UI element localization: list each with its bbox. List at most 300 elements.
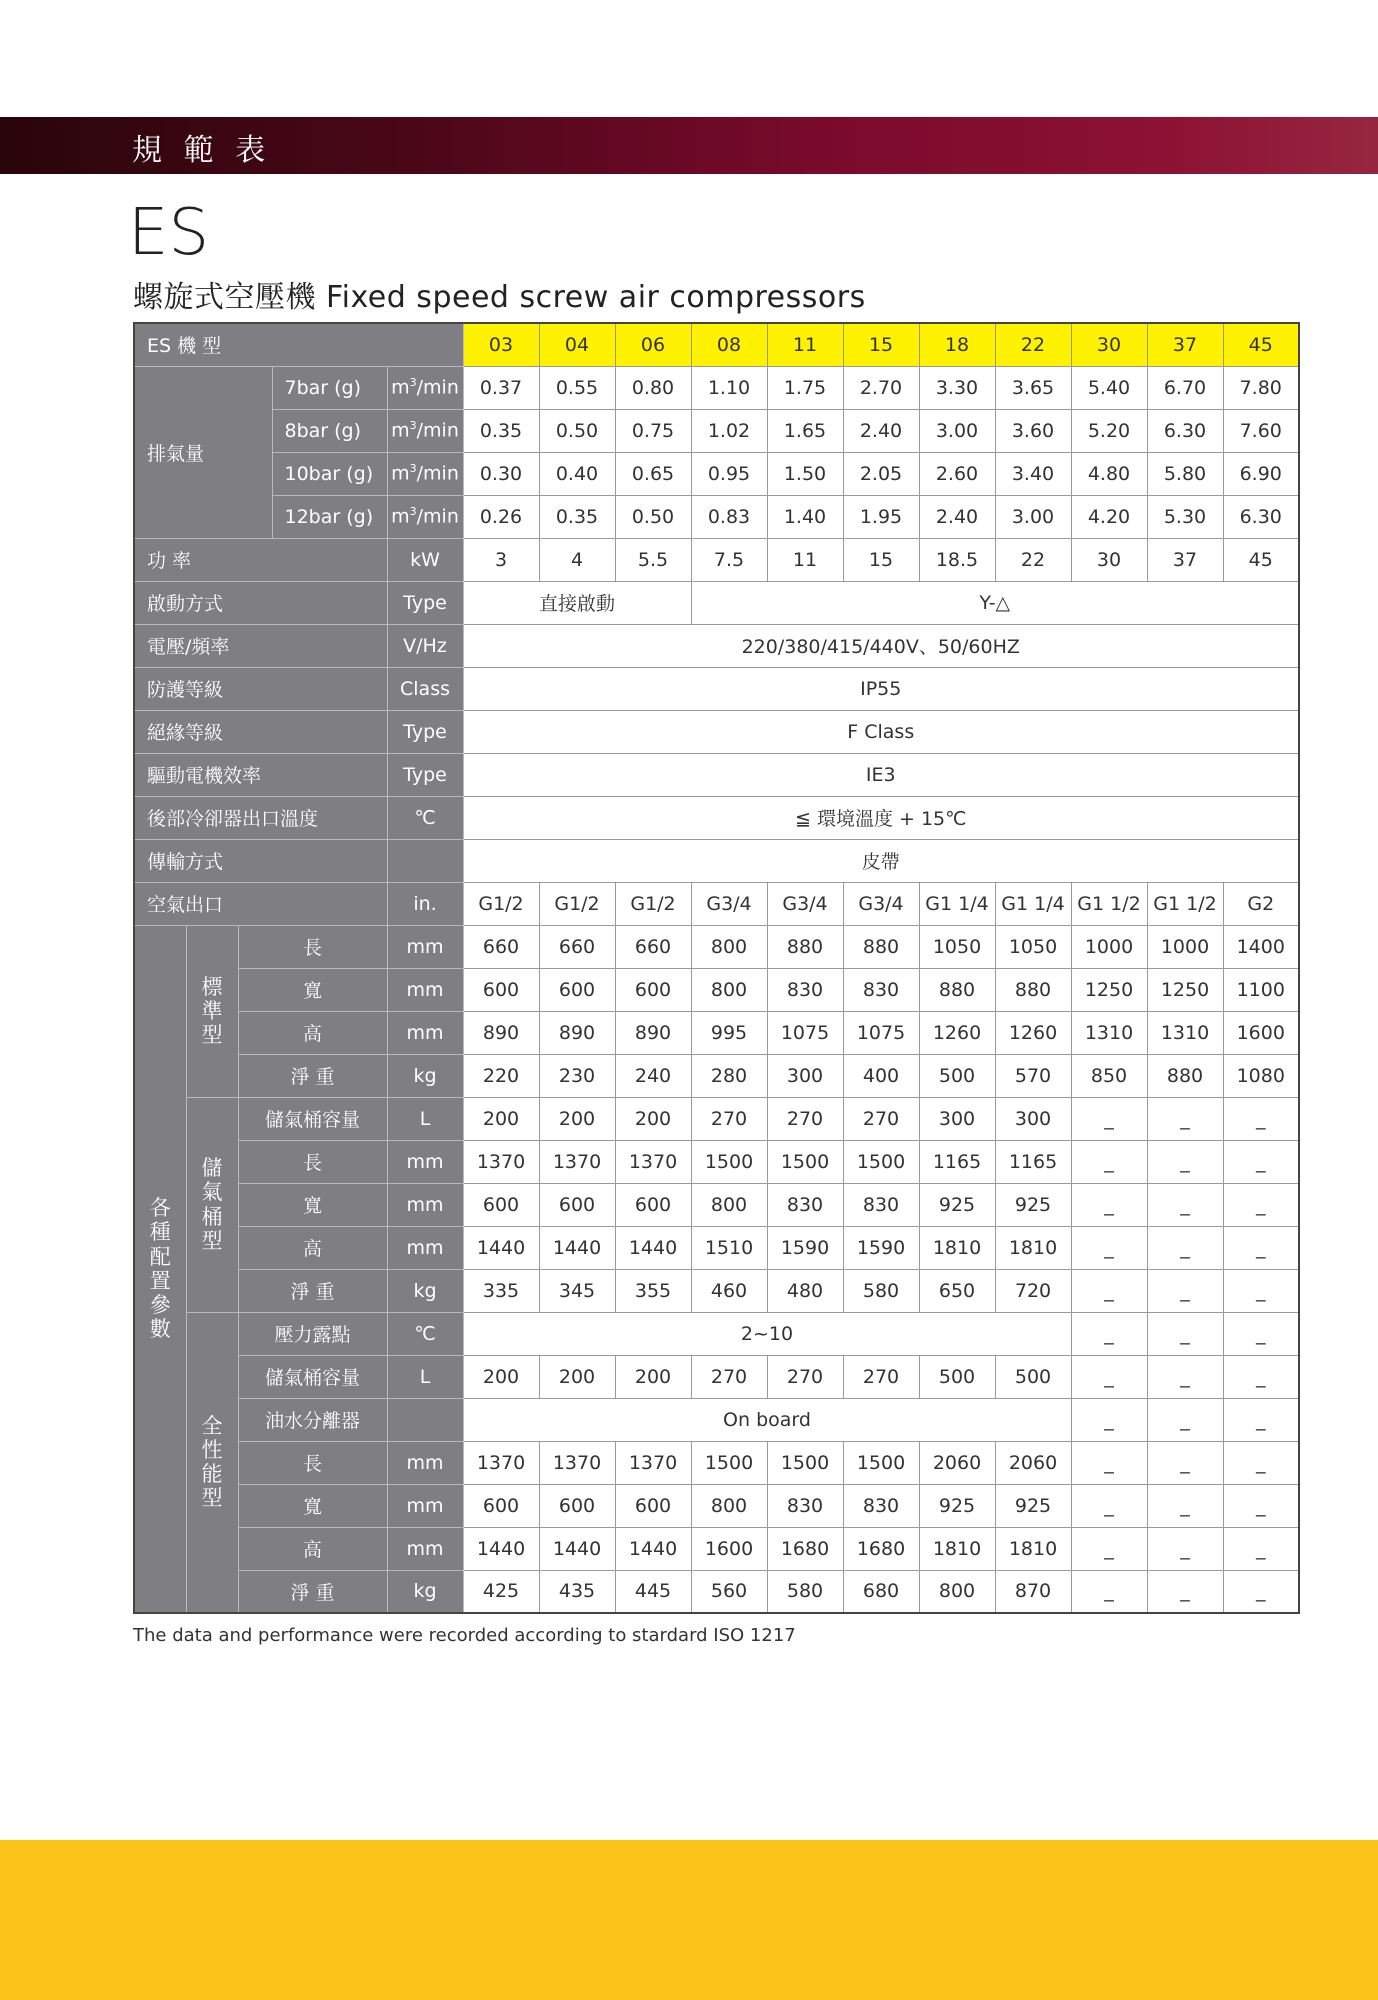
value-cell: 1.95 [843,495,919,538]
value-cell: 3.00 [995,495,1071,538]
value-cell: 1.50 [767,452,843,495]
value-cell: 500 [919,1054,995,1097]
value-cell: 1440 [615,1226,691,1269]
table-row [134,1140,1299,1183]
value-cell: 880 [995,968,1071,1011]
pressure-label: 10bar (g) [272,452,387,495]
value-cell: 1075 [843,1011,919,1054]
table-row [134,882,1299,925]
unit-cell: mm [387,1226,463,1269]
value-cell: 0.65 [615,452,691,495]
value-cell: 3.40 [995,452,1071,495]
value-cell: 830 [767,1484,843,1527]
table-row [134,667,1299,710]
table-row [134,753,1299,796]
value-cell: 800 [691,1183,767,1226]
table-row [134,581,1299,624]
value-cell: 1500 [843,1140,919,1183]
value-cell: 800 [919,1570,995,1613]
dash-cell: _ [1071,1570,1147,1613]
unit-cell [387,1398,463,1441]
value-cell: 435 [539,1570,615,1613]
unit-cell: ℃ [387,1312,463,1355]
value-cell: 1.10 [691,366,767,409]
model-title: ES [128,196,210,270]
value-cell: 1.02 [691,409,767,452]
table-row [134,624,1299,667]
value-cell: 1810 [919,1527,995,1570]
value-cell: 1370 [463,1441,539,1484]
value-cell: G3/4 [767,882,843,925]
value-cell: 1100 [1223,968,1299,1011]
unit-cell: $m^3/\min$ [387,409,463,452]
value-cell: 445 [615,1570,691,1613]
dash-cell: _ [1223,1183,1299,1226]
model-cell: 30 [1071,323,1147,366]
value-cell: 560 [691,1570,767,1613]
dash-cell: _ [1147,1226,1223,1269]
value-cell: 600 [539,1183,615,1226]
value-cell: 830 [843,1484,919,1527]
dash-cell: _ [1071,1183,1147,1226]
value-cell: 600 [539,1484,615,1527]
value-cell: 5.30 [1147,495,1223,538]
value-cell: 200 [615,1097,691,1140]
dash-cell: _ [1223,1441,1299,1484]
unit-cell: kW [387,538,463,581]
value-cell: 6.30 [1147,409,1223,452]
value-cell: 18.5 [919,538,995,581]
value-cell: 11 [767,538,843,581]
value-cell: 830 [767,968,843,1011]
value-cell: 0.50 [539,409,615,452]
row-label: 儲氣桶容量 [238,1355,387,1398]
value-cell: 270 [691,1097,767,1140]
tank-label-char: 儲 [201,1156,223,1181]
value-cell: 570 [995,1054,1071,1097]
value-cell: 1370 [539,1441,615,1484]
value-cell: 1810 [919,1226,995,1269]
value-cell: 660 [463,925,539,968]
value-cell: 0.26 [463,495,539,538]
dash-cell: _ [1147,1312,1223,1355]
model-cell: 03 [463,323,539,366]
dash-cell: _ [1147,1570,1223,1613]
table-row [134,495,1299,538]
table-row [134,409,1299,452]
value-cell: 1080 [1223,1054,1299,1097]
value-cell: 1260 [995,1011,1071,1054]
value-cell: 5.5 [615,538,691,581]
value-cell: 1165 [995,1140,1071,1183]
value-cell: 925 [919,1484,995,1527]
value-cell: 925 [919,1183,995,1226]
value-cell: 1260 [919,1011,995,1054]
value-cell: 5.80 [1147,452,1223,495]
unit-cell: $m^3/\min$ [387,366,463,409]
transmission-value: 皮帶 [463,839,1299,882]
value-cell: 0.40 [539,452,615,495]
dash-cell: _ [1147,1398,1223,1441]
unit-cell: mm [387,1183,463,1226]
value-cell: 1810 [995,1226,1071,1269]
model-cell: 11 [767,323,843,366]
table-row [134,538,1299,581]
value-cell: 600 [615,1183,691,1226]
dash-cell: _ [1147,1484,1223,1527]
value-cell: 460 [691,1269,767,1312]
table-row [134,710,1299,753]
value-cell: G1 1/4 [995,882,1071,925]
value-cell: 2.05 [843,452,919,495]
unit-cell: mm [387,1011,463,1054]
tank-label [186,1097,238,1312]
value-cell: 37 [1147,538,1223,581]
protection-value: IP55 [463,667,1299,710]
value-cell: 200 [463,1097,539,1140]
unit-cell: $m^3/\min$ [387,495,463,538]
value-cell: 200 [539,1097,615,1140]
value-cell: 480 [767,1269,843,1312]
unit-cell: Type [387,753,463,796]
value-cell: 680 [843,1570,919,1613]
value-cell: 500 [919,1355,995,1398]
value-cell: 0.80 [615,366,691,409]
dash-cell: _ [1071,1097,1147,1140]
row-label: 淨 重 [238,1054,387,1097]
table-row [134,1054,1299,1097]
value-cell: 300 [919,1097,995,1140]
value-cell: 1050 [995,925,1071,968]
value-cell: 1370 [615,1140,691,1183]
unit-cell: mm [387,1527,463,1570]
value-cell: 650 [919,1269,995,1312]
standard-label-char: 型 [201,1023,223,1048]
value-cell: 2.60 [919,452,995,495]
unit-cell: mm [387,1441,463,1484]
cooler-temp-label: 後部冷卻器出口溫度 [134,796,387,839]
value-cell: 335 [463,1269,539,1312]
table-row [134,1570,1299,1613]
tank-label-char: 型 [201,1228,223,1253]
protection-label: 防護等級 [134,667,387,710]
dash-cell: _ [1147,1441,1223,1484]
table-row [134,1441,1299,1484]
spec-table [133,322,1300,1614]
value-cell: 1000 [1071,925,1147,968]
value-cell: 355 [615,1269,691,1312]
value-cell: 870 [995,1570,1071,1613]
value-cell: 1370 [463,1140,539,1183]
value-cell: 880 [919,968,995,1011]
value-cell: 1.65 [767,409,843,452]
dash-cell: _ [1223,1484,1299,1527]
voltage-value: 220/380/415/440V、50/60HZ [463,624,1299,667]
start-direct: 直接啟動 [463,581,691,624]
model-cell: 15 [843,323,919,366]
unit-cell: kg [387,1054,463,1097]
value-cell: G1 1/4 [919,882,995,925]
value-cell: 1500 [843,1441,919,1484]
unit-cell: L [387,1355,463,1398]
config-label-char: 配 [149,1244,171,1269]
value-cell: 4 [539,538,615,581]
value-cell: 880 [1147,1054,1223,1097]
row-label: 高 [238,1011,387,1054]
config-label-char: 種 [149,1220,171,1245]
value-cell: 0.50 [615,495,691,538]
unit-cell: V/Hz [387,624,463,667]
value-cell: 0.37 [463,366,539,409]
unit-cell: mm [387,925,463,968]
value-cell: 300 [995,1097,1071,1140]
pressure-label: 8bar (g) [272,409,387,452]
value-cell: 3.00 [919,409,995,452]
value-cell: 200 [539,1355,615,1398]
value-cell: 720 [995,1269,1071,1312]
value-cell: 1310 [1071,1011,1147,1054]
value-cell: G2 [1223,882,1299,925]
table-row [134,839,1299,882]
table-row [134,1355,1299,1398]
table-row [134,1527,1299,1570]
value-cell: 4.20 [1071,495,1147,538]
value-cell: G1/2 [463,882,539,925]
value-cell: 600 [539,968,615,1011]
value-cell: 1680 [767,1527,843,1570]
value-cell: 1310 [1147,1011,1223,1054]
air-outlet-label: 空氣出口 [134,882,387,925]
pressure-label: 7bar (g) [272,366,387,409]
config-label-char: 參 [149,1292,171,1317]
dash-cell: _ [1147,1355,1223,1398]
table-row [134,452,1299,495]
row-label: 儲氣桶容量 [238,1097,387,1140]
value-cell: 1500 [767,1441,843,1484]
value-cell: 45 [1223,538,1299,581]
value-cell: 3.60 [995,409,1071,452]
value-cell: 3.65 [995,366,1071,409]
value-cell: 890 [463,1011,539,1054]
value-cell: 1000 [1147,925,1223,968]
value-cell: 1370 [615,1441,691,1484]
value-cell: 5.40 [1071,366,1147,409]
banner-title: 規 範 表 [132,133,272,168]
unit-cell: mm [387,1484,463,1527]
value-cell: 580 [843,1269,919,1312]
value-cell: 30 [1071,538,1147,581]
value-cell: 1250 [1147,968,1223,1011]
dash-cell: _ [1223,1570,1299,1613]
value-cell: 0.55 [539,366,615,409]
insulation-label: 絕緣等級 [134,710,387,753]
value-cell: 1810 [995,1527,1071,1570]
row-label: 寬 [238,968,387,1011]
value-cell: 1250 [1071,968,1147,1011]
dash-cell: _ [1147,1183,1223,1226]
dash-cell: _ [1147,1140,1223,1183]
value-cell: 1075 [767,1011,843,1054]
value-cell: G1/2 [615,882,691,925]
unit-cell: mm [387,1140,463,1183]
value-cell: 580 [767,1570,843,1613]
value-cell: 800 [691,968,767,1011]
value-cell: 7.5 [691,538,767,581]
value-cell: 2060 [995,1441,1071,1484]
value-cell: 1590 [843,1226,919,1269]
value-cell: 3.30 [919,366,995,409]
value-cell: 0.30 [463,452,539,495]
value-cell: 850 [1071,1054,1147,1097]
value-cell: 5.20 [1071,409,1147,452]
value-cell: 425 [463,1570,539,1613]
standard-label [186,925,238,1097]
air-delivery-label: 排氣量 [134,366,272,538]
full-label-char: 全 [201,1413,223,1438]
value-cell: 600 [463,1484,539,1527]
value-cell: 345 [539,1269,615,1312]
value-cell: 925 [995,1484,1071,1527]
dash-cell: _ [1147,1097,1223,1140]
dash-cell: _ [1223,1140,1299,1183]
row-label: 長 [238,925,387,968]
value-cell: 6.90 [1223,452,1299,495]
config-label-char: 各 [149,1196,171,1221]
value-cell: 830 [843,968,919,1011]
value-cell: 1370 [539,1140,615,1183]
value-cell: 240 [615,1054,691,1097]
standard-label-char: 準 [201,998,223,1023]
value-cell: 1440 [463,1226,539,1269]
table-row [134,925,1299,968]
table-row [134,323,1299,366]
value-cell: 0.95 [691,452,767,495]
motor-eff-value: IE3 [463,753,1299,796]
value-cell: 1440 [615,1527,691,1570]
full-label-char: 能 [201,1462,223,1487]
value-cell: 995 [691,1011,767,1054]
value-cell: 1400 [1223,925,1299,968]
model-cell: 04 [539,323,615,366]
config-label [134,925,186,1613]
config-label-char: 數 [149,1317,171,1342]
table-row [134,1097,1299,1140]
row-label: 高 [238,1226,387,1269]
value-cell: 7.80 [1223,366,1299,409]
value-cell: 6.30 [1223,495,1299,538]
separator-value: On board [463,1398,1071,1441]
footer-band [0,1840,1378,2000]
value-cell: 2060 [919,1441,995,1484]
value-cell: 220 [463,1054,539,1097]
value-cell: 1500 [691,1441,767,1484]
dash-cell: _ [1223,1226,1299,1269]
table-row [134,1269,1299,1312]
model-cell: 06 [615,323,691,366]
value-cell: 1165 [919,1140,995,1183]
value-cell: 880 [767,925,843,968]
value-cell: 660 [615,925,691,968]
value-cell: 2.40 [843,409,919,452]
power-label: 功 率 [134,538,387,581]
value-cell: 230 [539,1054,615,1097]
unit-cell: L [387,1097,463,1140]
dash-cell: _ [1223,1398,1299,1441]
value-cell: 500 [995,1355,1071,1398]
table-row [134,1226,1299,1269]
value-cell: 1440 [539,1226,615,1269]
value-cell: G1/2 [539,882,615,925]
unit-cell: $m^3/\min$ [387,452,463,495]
value-cell: 22 [995,538,1071,581]
dash-cell: _ [1223,1097,1299,1140]
model-cell: 45 [1223,323,1299,366]
voltage-label: 電壓/頻率 [134,624,387,667]
value-cell: 270 [767,1355,843,1398]
model-cell: 08 [691,323,767,366]
row-label: 寬 [238,1183,387,1226]
value-cell: 15 [843,538,919,581]
value-cell: 600 [615,968,691,1011]
unit-cell: mm [387,968,463,1011]
subtitle: 螺旋式空壓機 Fixed speed screw air compressors [133,280,866,315]
model-cell: 37 [1147,323,1223,366]
value-cell: 0.35 [463,409,539,452]
value-cell: G3/4 [843,882,919,925]
table-row [134,366,1299,409]
value-cell: 1.40 [767,495,843,538]
value-cell: 3 [463,538,539,581]
unit-cell: kg [387,1269,463,1312]
unit-cell [387,839,463,882]
unit-cell: Type [387,710,463,753]
value-cell: 0.35 [539,495,615,538]
dash-cell: _ [1223,1355,1299,1398]
header-banner [0,117,1378,174]
value-cell: G1 1/2 [1071,882,1147,925]
table-row [134,1011,1299,1054]
value-cell: 4.80 [1071,452,1147,495]
value-cell: 800 [691,1484,767,1527]
row-label: 淨 重 [238,1269,387,1312]
value-cell: 600 [463,968,539,1011]
value-cell: 600 [463,1183,539,1226]
dash-cell: _ [1071,1355,1147,1398]
value-cell: 270 [843,1097,919,1140]
dash-cell: _ [1071,1398,1147,1441]
value-cell: 200 [463,1355,539,1398]
value-cell: 270 [767,1097,843,1140]
value-cell: 600 [615,1484,691,1527]
dew-point-value: 2~10 [463,1312,1071,1355]
value-cell: 800 [691,925,767,968]
value-cell: 830 [767,1183,843,1226]
value-cell: 890 [615,1011,691,1054]
value-cell: 270 [843,1355,919,1398]
footnote: The data and performance were recorded according to stardard ISO 1217 [133,1625,796,1646]
table-row [134,1312,1299,1355]
insulation-value: F Class [463,710,1299,753]
value-cell: 0.83 [691,495,767,538]
dash-cell: _ [1147,1527,1223,1570]
dash-cell: _ [1223,1269,1299,1312]
standard-label-char: 標 [201,974,223,999]
value-cell: 200 [615,1355,691,1398]
value-cell: 7.60 [1223,409,1299,452]
dash-cell: _ [1071,1441,1147,1484]
row-label: 長 [238,1441,387,1484]
dash-cell: _ [1071,1226,1147,1269]
